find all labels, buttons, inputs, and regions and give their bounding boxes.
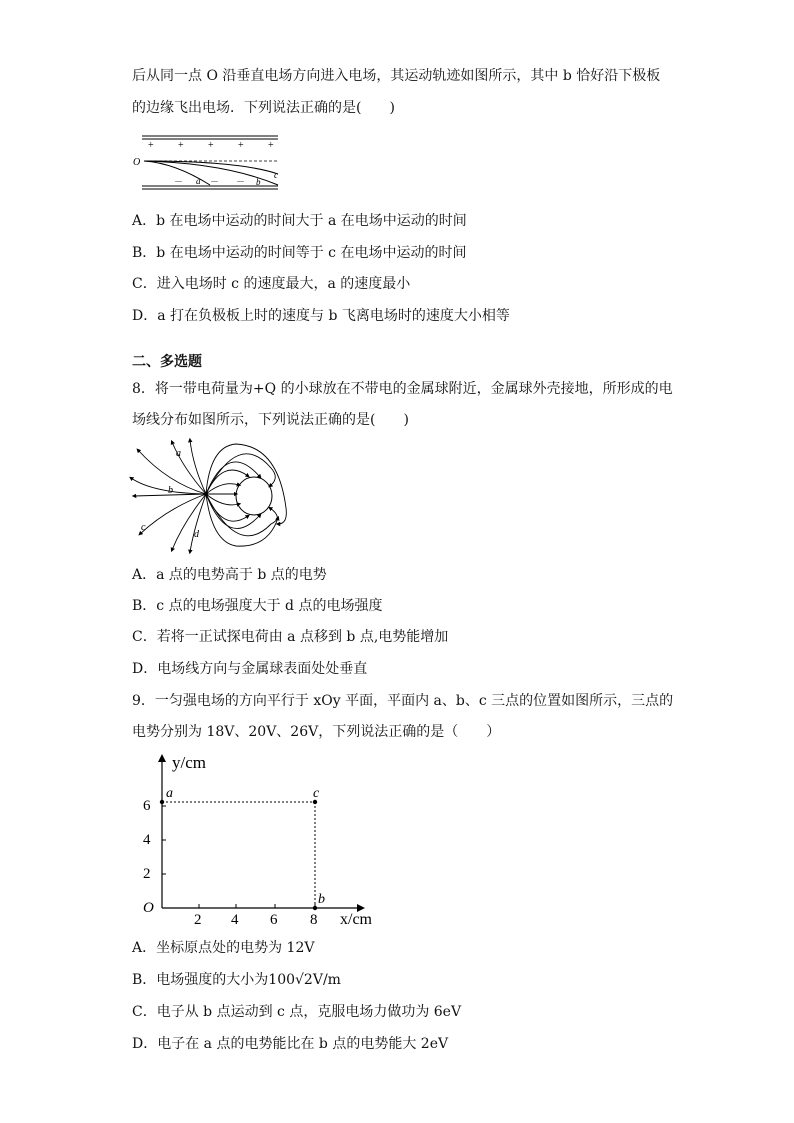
y-axis-arrow [158,754,166,762]
field-line [190,440,206,494]
label-a: a [176,448,181,459]
y-tick-label: 2 [143,866,151,882]
minus-sign: － [174,177,184,187]
q9-option-a: A．坐标原点处的电势为 12V [132,940,315,956]
point-b-label: b [318,892,325,907]
plus-sign: + [268,140,274,151]
y-tick-label: 6 [143,798,151,814]
plus-sign: + [238,140,244,151]
q8-field-lines-figure [128,438,293,556]
x-tick-label: 4 [231,912,239,928]
point-a [160,800,164,804]
minus-sign: － [236,177,246,187]
point-a-label: a [166,786,173,801]
metal-sphere [236,477,272,515]
y-tick-label: 4 [143,832,151,848]
q8-option-b: B．c 点的电场强度大于 d 点的电场强度 [132,598,383,614]
point-b [313,906,317,910]
label-b: b [256,177,261,187]
field-line [172,494,206,550]
section-title: 二、多选题 [132,354,202,370]
label-c: c [274,170,278,180]
label-b: b [168,485,173,496]
q9-coordinate-figure [135,750,395,930]
q9-option-b: B．电场强度的大小为100√2V/m [132,972,341,988]
q8-option-c: C．若将一正试探电荷由 a 点移到 b 点,电势能增加 [132,629,449,645]
x-tick-label: 8 [310,912,318,928]
q7-option-b: B．b 在电场中运动的时间等于 c 在电场中运动的时间 [132,245,467,261]
y-axis-label: y/cm [172,753,206,772]
point-c-label: c [313,786,320,801]
plus-sign: + [208,140,214,151]
q7-option-d: D．a 打在负极板上时的速度与 b 飞离电场时的速度大小相等 [132,308,510,324]
q8-stem-line2: 场线分布如图所示，下列说法正确的是( ) [132,412,409,428]
point-charge [204,492,208,496]
x-axis-label: x/cm [340,911,372,928]
plus-sign: + [148,140,154,151]
plus-sign: + [178,140,184,151]
q7-stem-line2: 的边缘飞出电场．下列说法正确的是( ) [132,100,395,116]
q9-stem-line1: 9．一匀强电场的方向平行于 xOy 平面，平面内 a、b、c 三点的位置如图所示，三点的 [132,693,674,709]
q7-stem-line1: 后从同一点 O 沿垂直电场方向进入电场，其运动轨迹如图所示，其中 b 恰好沿下极板 [132,68,661,84]
q8-option-d: D．电场线方向与金属球表面处处垂直 [132,661,368,677]
label-a: a [196,176,201,186]
label-c: c [141,522,146,533]
q7-option-c: C．进入电场时 c 的速度最大，a 的速度最小 [132,276,411,292]
field-line [140,494,206,534]
minus-sign: － [210,177,220,187]
q7-option-a: A．b 在电场中运动的时间大于 a 在电场中运动的时间 [132,213,467,229]
origin-label: O [133,157,141,168]
q9-option-d: D．电子在 a 点的电势能比在 b 点的电势能大 2eV [132,1036,449,1052]
x-tick-label: 2 [194,912,202,928]
q9-option-c: C．电子从 b 点运动到 c 点，克服电场力做功为 6eV [132,1004,462,1020]
origin-label: O [143,900,154,916]
q8-stem-line1: 8．将一带电荷量为+Q 的小球放在不带电的金属球附近，金属球外壳接地，所形成的电 [132,381,673,397]
q8-option-a: A．a 点的电势高于 b 点的电势 [132,567,327,583]
label-d: d [194,529,199,540]
q7-plates-figure [130,130,290,200]
q9-stem-line2: 电势分别为 18V、20V、26V，下列说法正确的是（ ） [132,724,501,740]
field-line [190,494,206,552]
x-tick-label: 6 [270,912,278,928]
trajectory-c [144,161,278,174]
